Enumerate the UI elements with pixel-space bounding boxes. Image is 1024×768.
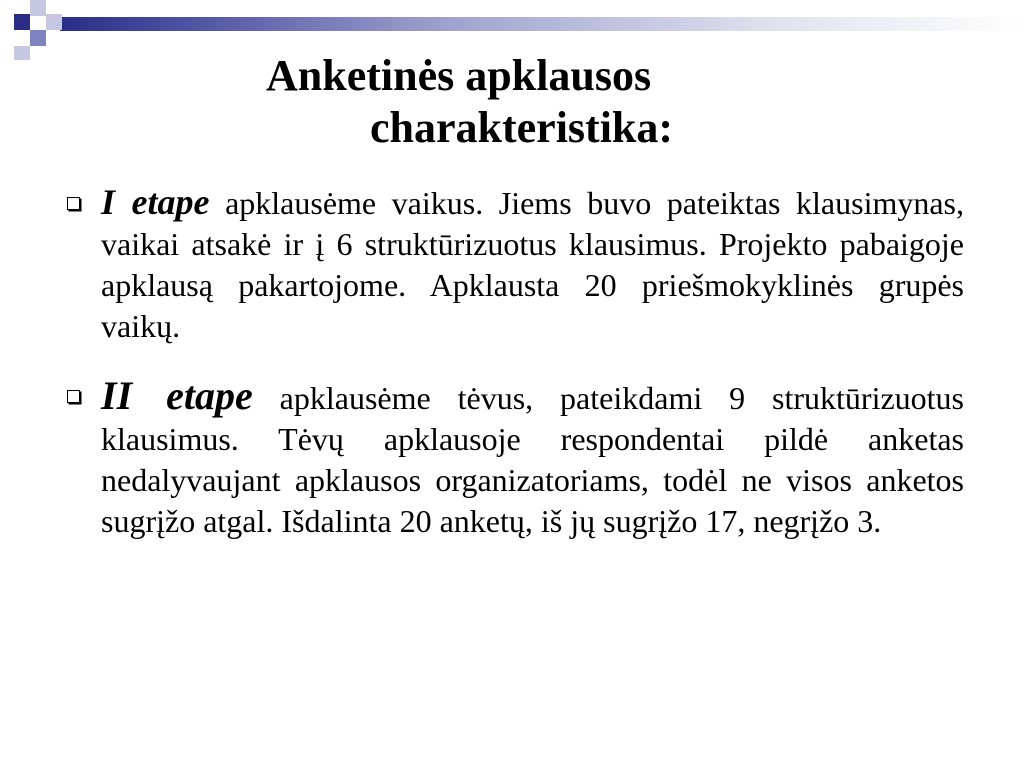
- deco-square-light: [14, 46, 30, 60]
- deco-square-light: [30, 0, 46, 16]
- header-gradient-bar: [60, 17, 1024, 31]
- deco-square-mid: [30, 30, 46, 46]
- slide-title: [240, 50, 860, 154]
- stage-2-lead-word: etape: [166, 373, 253, 418]
- stage-2-text: apklausėme tėvus, pateikdami 9 struktūrizuotus klausimus. Tėvų apklausoje respondentai pildė anketas nedalyvaujant apklausos organizatoriams, todėl ne visos anketos sugrįžo atgal. Išdalinta 20 anketų, iš jų sugrįžo 17, negrįžo 3.: [101, 380, 964, 539]
- stage-1-text: apklausėme vaikus. Jiems buvo pateiktas klausimynas, vaikai atsakė ir į 6 struktūrizuotus klausimus. Projekto pabaigoje apklausą pakartojome. Apklausta 20 priešmokyklinės grupės vaikų.: [101, 185, 964, 344]
- square-bullet-icon: [67, 197, 80, 210]
- deco-square-dark: [14, 14, 30, 30]
- deco-square-light: [46, 14, 62, 30]
- slide-title-line1: Anketinės apklausos: [266, 51, 652, 100]
- stage-2-lead-numeral: II: [101, 373, 133, 418]
- bullet-item-stage-2: [62, 375, 964, 542]
- slide-title-line2: charakteristika:: [370, 103, 674, 152]
- bullet-item-stage-1: [62, 182, 964, 347]
- stage-1-lead: I etape: [101, 182, 210, 222]
- stage-2-lead: [101, 373, 253, 418]
- square-bullet-icon: [67, 390, 80, 403]
- bullet-list: [62, 182, 964, 542]
